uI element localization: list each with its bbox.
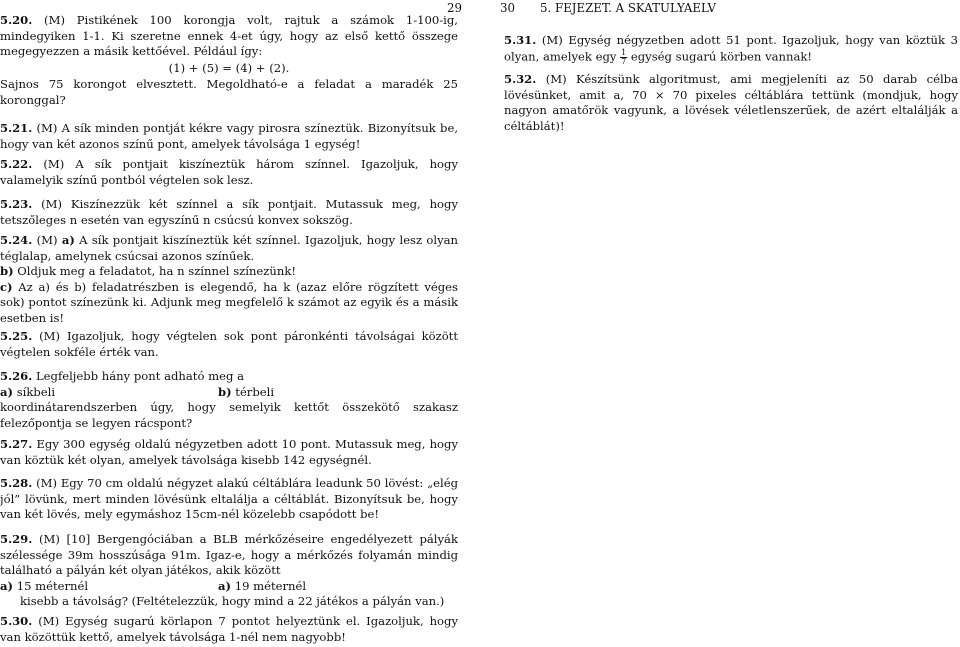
part-b-label: b)	[0, 264, 14, 279]
problem-5-27	[0, 437, 458, 468]
problem-text: Egy 300 egység oldalú négyzetben adott 10 pont. Mutassuk meg, hogy van köztük két olyan, amelyek távolsága kisebb 142 egységnél.	[0, 437, 459, 467]
option-b-label: b)	[218, 384, 232, 399]
part-a-text: A sík pontjait kiszíneztük két színnel. Igazoljuk, hogy lesz olyan téglalap, amelynek csúcsai azonos színűek.	[0, 233, 459, 263]
problem-number: 5.29.	[0, 532, 33, 546]
problem-5-23	[0, 197, 458, 228]
right-running-head	[492, 1, 958, 16]
part-b-text: Oldjuk meg a feladatot, ha n színnel színezünk!	[17, 264, 297, 279]
page-number-right: 30	[500, 1, 516, 15]
right-page	[492, 0, 958, 647]
problem-number: 5.22.	[0, 157, 33, 171]
problem-text: (M) Igazoljuk, hogy végtelen sok pont páronkénti távolságai között végtelen sokféle érték van.	[0, 329, 458, 359]
problem-number: 5.21.	[0, 121, 33, 135]
answer-options	[0, 385, 458, 401]
problem-number: 5.31.	[504, 33, 537, 47]
chapter-heading: 5. FEJEZET. A SKATULYAELV	[540, 1, 716, 15]
fraction	[620, 49, 627, 66]
problem-5-30	[0, 614, 458, 645]
problem-5-32	[504, 72, 958, 134]
left-page	[0, 0, 468, 647]
option-b-label: a)	[218, 578, 231, 593]
option-a-label: a)	[0, 578, 13, 593]
problem-text: Sajnos 75 korongot elvesztett. Megoldható-e a feladat a maradék 25 koronggal?	[0, 77, 458, 107]
problem-tag: (M)	[36, 233, 58, 247]
problem-text: koordinátarendszerben úgy, hogy semelyik kettőt összekötő szakasz felezőpontja se legyen rácspont?	[0, 400, 458, 430]
option-b-text: térbeli	[235, 384, 275, 399]
problem-5-28	[0, 476, 458, 523]
option-b-text: 19 méternél	[234, 578, 307, 593]
problem-5-20	[0, 13, 458, 109]
problem-text: (M) A sík minden pontját kékre vagy pirosra színeztük. Bizonyítsuk be, hogy van két azonos színű pont, amelyek távolsága 1 egység!	[0, 121, 459, 151]
part-c-label: c)	[0, 279, 13, 294]
problem-number: 5.23.	[0, 197, 33, 211]
problem-number: 5.32.	[504, 72, 537, 86]
problem-text: (M) Pistikének 100 korongja volt, rajtuk a számok 1-100-ig, mindegyiken 1-1. Ki szeretne ennek 4-et úgy, hogy az első kettő összege megegyezzen a másik kettőével. Például így:	[0, 13, 458, 59]
problem-number: 5.30.	[0, 614, 33, 628]
problem-5-29	[0, 532, 458, 610]
problem-number: 5.27.	[0, 437, 33, 451]
option-a-text: síkbeli	[16, 384, 56, 399]
problem-number: 5.28.	[0, 476, 33, 490]
problem-5-31	[504, 33, 958, 66]
equation: (1) + (5) = (4) + (2).	[168, 60, 290, 75]
problem-text: (M) Egy 70 cm oldalú négyzet alakú céltáblára leadunk 50 lövést: „elég jól” lövünk, mert minden lövésünk eltalálja a céltáblát. Bizonyítsuk be, hogy van két lövés, mely egymáshoz 15cm-nél közelebb csapódott be!	[0, 476, 459, 522]
answer-options	[0, 579, 458, 595]
problem-text: egység sugarú körben vannak!	[630, 49, 813, 64]
problem-text: (M) Egység négyzetben adott 51 pont. Igazoljuk, hogy van köztük 3 olyan, amelyek egy	[504, 33, 959, 64]
part-a-label: a)	[61, 233, 75, 247]
fraction-denominator: 7	[621, 56, 627, 66]
problem-5-26	[0, 369, 458, 431]
problem-text: (M) Kiszínezzük két színnel a sík pontjait. Mutassuk meg, hogy tetszőleges n esetén van egyszínű n csúcsú konvex sokszög.	[0, 197, 459, 227]
part-c-text: Az a) és b) feladatrészben is elegendő, ha k (azaz előre rögzített véges sok) pontot színezünk ki. Adjunk meg megfelelő k számot az egyik és a másik esetben is!	[0, 279, 458, 325]
page-number-left: 29	[446, 1, 462, 15]
problem-text: (M) Egység sugarú körlapon 7 pontot helyeztünk el. Igazoljuk, hogy van közöttük kettő, amelyek távolsága 1-nél nem nagyobb!	[0, 614, 459, 644]
option-a-text: 15 méternél	[16, 578, 89, 593]
problem-text: Legfeljebb hány pont adható meg a	[35, 369, 244, 383]
problem-5-24	[0, 233, 458, 327]
problem-text: (M) A sík pontjait kiszíneztük három színnel. Igazoljuk, hogy valamelyik színű pontból végtelen sok lesz.	[0, 157, 458, 187]
problem-text: (M) Készítsünk algoritmust, ami megjeleníti az 50 darab célba lövésünket, amit a, 70 × 70 pixeles céltáblára tettünk (mondjuk, hogy nagyon amatőrök vagyunk, a lövések véletlenszerűek, de azért eltalálják a céltáblát)!	[504, 72, 959, 133]
fraction-numerator: 1	[621, 47, 627, 57]
problem-5-22	[0, 157, 458, 188]
option-a-label: a)	[0, 384, 13, 399]
problem-number: 5.25.	[0, 329, 33, 343]
problem-text: (M) [10] Bergengóciában a BLB mérkőzéseire engedélyezett pályák szélessége 39m hosszúsága 91m. Igaz-e, hogy a mérkőzés folyamán mindig található a pályán két olyan játékos, akik között	[0, 532, 458, 578]
problem-number: 5.26.	[0, 369, 33, 383]
problem-5-25	[0, 329, 458, 360]
problem-number: 5.20.	[0, 13, 33, 27]
problem-number: 5.24.	[0, 233, 33, 247]
problem-text: kisebb a távolság? (Feltételezzük, hogy mind a 22 játékos a pályán van.)	[20, 594, 445, 609]
problem-5-21	[0, 121, 458, 152]
